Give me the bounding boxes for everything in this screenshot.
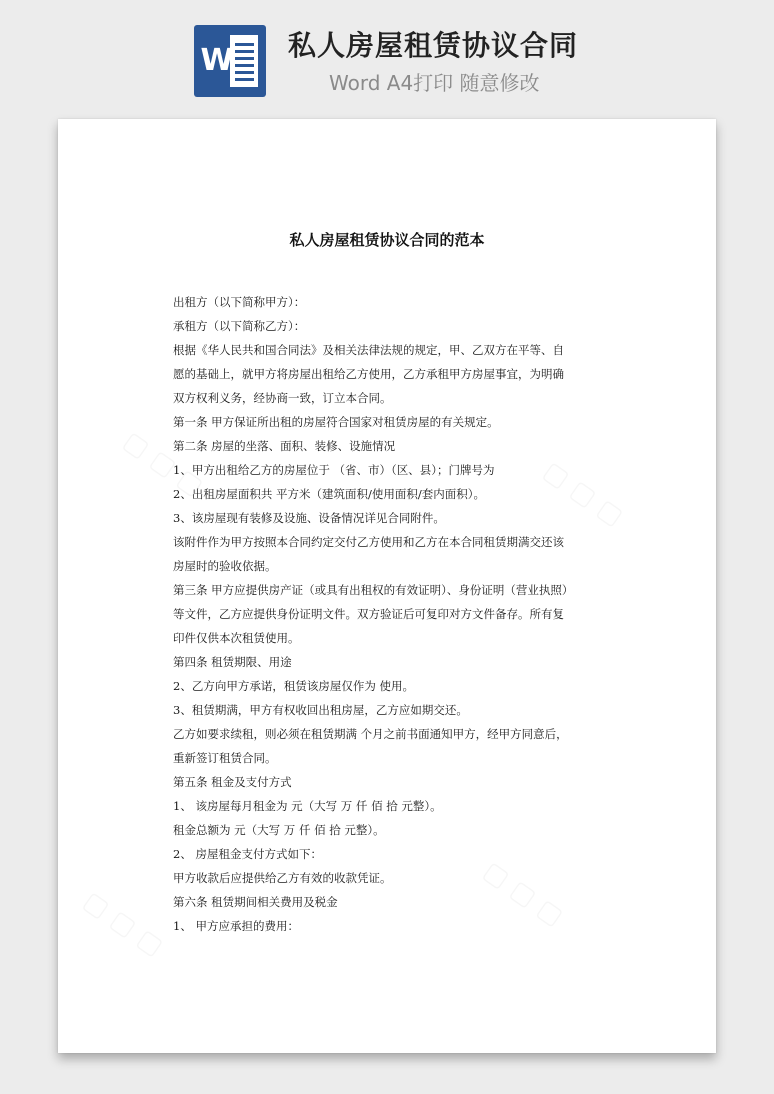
body-line: 第六条 租赁期间相关费用及税金: [173, 895, 338, 909]
body-line: 印件仅供本次租赁使用。: [173, 631, 300, 645]
body-line: 乙方如要求续租，则必须在租赁期满 个月之前书面通知甲方，经甲方同意后，: [173, 727, 568, 741]
body-line: 出租方（以下简称甲方）：: [173, 295, 306, 309]
body-line: 第二条 房屋的坐落、面积、装修、设施情况: [173, 439, 396, 453]
body-line: 第四条 租赁期限、用途: [173, 655, 292, 669]
body-line: 3、租赁期满，甲方有权收回出租房屋，乙方应如期交还。: [173, 703, 468, 717]
body-line: 双方权利义务，经协商一致，订立本合同。: [173, 391, 392, 405]
header: [0, 0, 774, 118]
body-line: 承租方（以下简称乙方）：: [173, 319, 306, 333]
word-document-icon: [194, 25, 266, 97]
page-subtitle: Word A4打印 随意修改: [329, 71, 540, 95]
body-line: 该附件作为甲方按照本合同约定交付乙方使用和乙方在本合同租赁期满交还该: [173, 535, 564, 549]
body-line: 1、 甲方应承担的费用：: [173, 919, 299, 933]
document-sheet-graphic: [230, 35, 258, 87]
watermark: [78, 886, 169, 962]
body-line: 2、乙方向甲方承诺，租赁该房屋仅作为 使用。: [173, 679, 414, 693]
document-body: [173, 290, 603, 938]
body-line: 1、 该房屋每月租金为 元（大写 万 仟 佰 拾 元整）。: [173, 799, 442, 813]
body-line: 愿的基础上，就甲方将房屋出租给乙方使用，乙方承租甲方房屋事宜，为明确: [173, 367, 564, 381]
body-line: 等文件，乙方应提供身份证明文件。双方验证后可复印对方文件备存。所有复: [173, 607, 564, 621]
document-title: 私人房屋租赁协议合同的范本: [289, 231, 485, 249]
body-line: 第五条 租金及支付方式: [173, 775, 292, 789]
body-line: 房屋时的验收依据。: [173, 559, 277, 573]
body-line: 2、出租房屋面积共 平方米（建筑面积/使用面积/套内面积）。: [173, 487, 485, 501]
body-line: 第三条 甲方应提供房产证（或具有出租权的有效证明）、身份证明（营业执照）: [173, 583, 574, 597]
body-line: 第一条 甲方保证所出租的房屋符合国家对租赁房屋的有关规定。: [173, 415, 499, 429]
body-line: 重新签订租赁合同。: [173, 751, 277, 765]
document-page: [58, 119, 716, 1053]
body-line: 1、甲方出租给乙方的房屋位于 （省、市）（区、县）；门牌号为: [173, 463, 495, 477]
body-line: 甲方收款后应提供给乙方有效的收款凭证。: [173, 871, 392, 885]
page-title: 私人房屋租赁协议合同: [288, 29, 579, 62]
word-letter: W: [200, 43, 234, 78]
body-line: 租金总额为 元（大写 万 仟 佰 拾 元整）。: [173, 823, 385, 837]
body-line: 2、 房屋租金支付方式如下：: [173, 847, 322, 861]
body-line: 3、该房屋现有装修及设施、设备情况详见合同附件。: [173, 511, 445, 525]
body-line: 根据《华人民共和国合同法》及相关法律法规的规定，甲、乙双方在平等、自: [173, 343, 564, 357]
